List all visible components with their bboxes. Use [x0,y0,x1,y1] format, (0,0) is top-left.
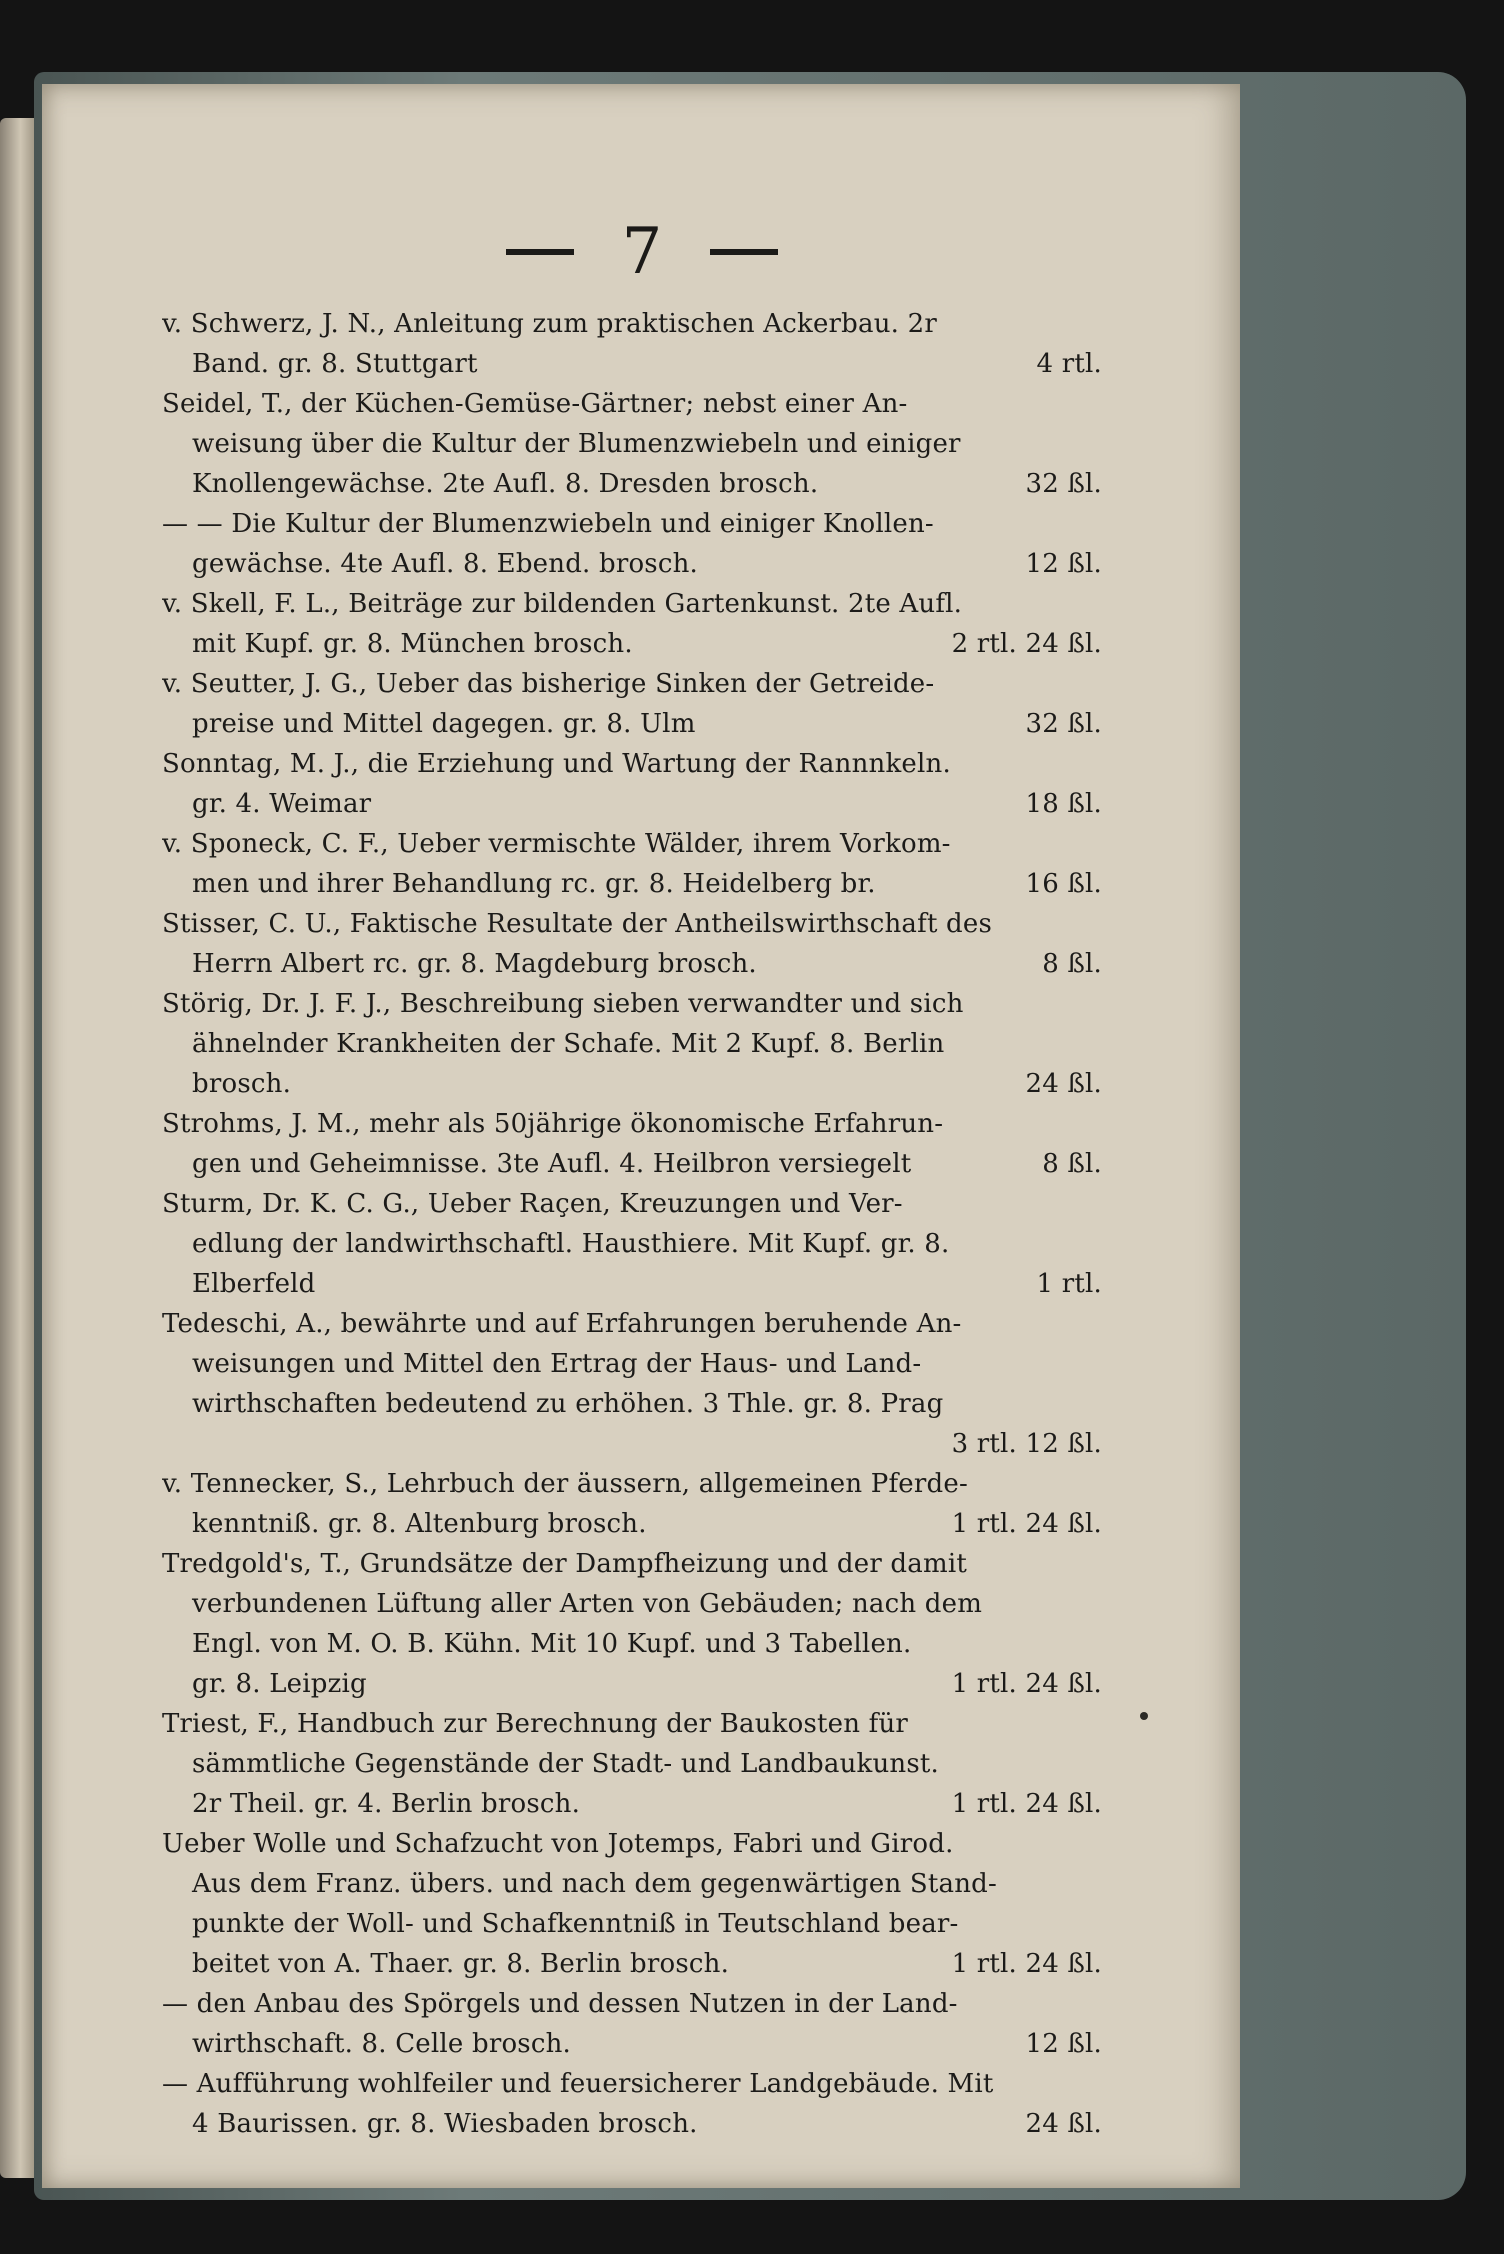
catalog-entries [162,304,1102,2144]
catalog-line-price [1082,1584,1102,1624]
catalog-line-price: 32 ßl. [1025,709,1102,739]
catalog-line-text: v. Seutter, J. G., Ueber das bisherige Sinken der Getreide- [162,669,935,699]
catalog-line [162,544,1102,584]
catalog-line-price: 8 ßl. [1042,949,1102,979]
catalog-line-price [1082,1864,1102,1904]
catalog-line [162,584,1102,624]
catalog-line-text: gr. 8. Leipzig [192,1669,367,1699]
catalog-line-text: v. Skell, F. L., Beiträge zur bildenden Gartenkunst. 2te Aufl. [162,589,963,619]
catalog-line-text: gr. 4. Weimar [192,789,372,819]
catalog-line [162,1424,1102,1464]
catalog-line [162,1864,1102,1904]
catalog-line [162,984,1102,1024]
catalog-line-text: Ueber Wolle und Schafzucht von Jotemps, Fabri und Girod. [162,1829,954,1859]
catalog-line-text: Stisser, C. U., Faktische Resultate der Antheilswirthschaft des [162,909,993,939]
catalog-line [162,2024,1102,2064]
catalog-line-text: Band. gr. 8. Stuttgart [192,349,478,379]
catalog-line-price [1082,384,1102,424]
catalog-line [162,464,1102,504]
catalog-line-price: 1 rtl. [1036,1269,1102,1299]
catalog-line [162,904,1102,944]
catalog-line-price: 3 rtl. 12 ßl. [951,1429,1102,1459]
catalog-line [162,1824,1102,1864]
catalog-line-price [1082,1904,1102,1944]
book-page [42,84,1240,2188]
adjacent-page-edge [0,118,34,2178]
catalog-line-text: punkte der Woll- und Schafkenntniß in Teutschland bear- [192,1909,959,1939]
catalog-line-text: gewächse. 4te Aufl. 8. Ebend. brosch. [192,549,699,579]
catalog-line-text: Seidel, T., der Küchen-Gemüse-Gärtner; nebst einer An- [162,389,908,419]
catalog-line-price: 4 rtl. [1036,349,1102,379]
catalog-line-price [1082,1984,1102,2024]
catalog-line [162,704,1102,744]
catalog-line [162,304,1102,344]
catalog-line [162,1544,1102,1584]
catalog-line-text: v. Sponeck, C. F., Ueber vermischte Wälder, ihrem Vorkom- [162,829,951,859]
catalog-line [162,1264,1102,1304]
catalog-line [162,1464,1102,1504]
catalog-line [162,1704,1102,1744]
catalog-line-price [1082,2064,1102,2104]
catalog-line-text: verbundenen Lüftung aller Arten von Gebäuden; nach dem [192,1589,983,1619]
catalog-line [162,504,1102,544]
catalog-line-price: 1 rtl. 24 ßl. [951,1669,1102,1699]
catalog-line [162,1384,1102,1424]
catalog-line [162,2064,1102,2104]
catalog-line-text: Knollengewächse. 2te Aufl. 8. Dresden brosch. [192,469,819,499]
header-dash-left [506,249,574,255]
catalog-line-price: 18 ßl. [1025,789,1102,819]
catalog-line-price [1082,584,1102,624]
catalog-line-price [1082,1024,1102,1064]
catalog-line-text: v. Schwerz, J. N., Anleitung zum praktischen Ackerbau. 2r [162,309,937,339]
catalog-line-price [1082,984,1102,1024]
catalog-line [162,824,1102,864]
catalog-line-text: Strohms, J. M., mehr als 50jährige ökonomische Erfahrun- [162,1109,944,1139]
catalog-line-text: ähnelnder Krankheiten der Schafe. Mit 2 Kupf. 8. Berlin [192,1029,945,1059]
catalog-line [162,344,1102,384]
catalog-line [162,1224,1102,1264]
catalog-line-price: 24 ßl. [1025,1069,1102,1099]
catalog-line-text: Sonntag, M. J., die Erziehung und Wartung der Rannnkeln. [162,749,951,779]
catalog-line-price [1082,1624,1102,1664]
catalog-line-text: Tredgold's, T., Grundsätze der Dampfheizung und der damit [162,1549,967,1579]
catalog-line-price: 24 ßl. [1025,2109,1102,2139]
catalog-line [162,944,1102,984]
catalog-line-price [1082,1304,1102,1344]
catalog-line [162,624,1102,664]
paper-speck [1140,1712,1148,1720]
catalog-line-text: — — Die Kultur der Blumenzwiebeln und einiger Knollen- [162,509,934,539]
catalog-line-price [1082,1344,1102,1384]
page-header [462,202,822,302]
catalog-line-price [1082,1224,1102,1264]
catalog-line-price [1082,1544,1102,1584]
catalog-line-text: 4 Baurissen. gr. 8. Wiesbaden brosch. [192,2109,698,2139]
catalog-line-price [1082,824,1102,864]
catalog-line-price [1082,304,1102,344]
catalog-line-price [1082,744,1102,784]
catalog-line [162,744,1102,784]
catalog-line-text: Herrn Albert rc. gr. 8. Magdeburg brosch. [192,949,757,979]
catalog-line [162,784,1102,824]
catalog-line-price: 16 ßl. [1025,869,1102,899]
catalog-line-price [1082,904,1102,944]
catalog-line-price [1082,664,1102,704]
catalog-line [162,1504,1102,1544]
catalog-line-text: gen und Geheimnisse. 3te Aufl. 4. Heilbron versiegelt [192,1149,912,1179]
catalog-line-price [1082,1464,1102,1504]
catalog-line-text: Aus dem Franz. übers. und nach dem gegenwärtigen Stand- [192,1869,997,1899]
catalog-line [162,1344,1102,1384]
catalog-line [162,424,1102,464]
catalog-line [162,1984,1102,2024]
catalog-line [162,1664,1102,1704]
catalog-line-text: kenntniß. gr. 8. Altenburg brosch. [192,1509,647,1539]
catalog-line [162,1304,1102,1344]
catalog-line [162,1784,1102,1824]
catalog-line [162,1624,1102,1664]
catalog-line [162,1904,1102,1944]
catalog-line [162,1064,1102,1104]
catalog-line [162,384,1102,424]
catalog-line [162,2104,1102,2144]
catalog-line [162,1944,1102,1984]
catalog-line-text: wirthschaften bedeutend zu erhöhen. 3 Thle. gr. 8. Prag [192,1389,944,1419]
catalog-line [162,1184,1102,1224]
catalog-line-text: wirthschaft. 8. Celle brosch. [192,2029,572,2059]
catalog-line-text: edlung der landwirthschaftl. Hausthiere. Mit Kupf. gr. 8. [192,1229,950,1259]
catalog-line-text: Elberfeld [192,1269,316,1299]
catalog-line-price [1082,1384,1102,1424]
catalog-line-text: — Aufführung wohlfeiler und feuersicherer Landgebäude. Mit [162,2069,994,2099]
catalog-line-price: 8 ßl. [1042,1149,1102,1179]
catalog-line [162,664,1102,704]
catalog-line-text: preise und Mittel dagegen. gr. 8. Ulm [192,709,696,739]
catalog-line-price [1082,1704,1102,1744]
catalog-line-text: 2r Theil. gr. 4. Berlin brosch. [192,1789,581,1819]
catalog-line [162,1104,1102,1144]
catalog-line-text: beitet von A. Thaer. gr. 8. Berlin brosch. [192,1949,730,1979]
catalog-line-text: brosch. [192,1069,292,1099]
catalog-line-price: 12 ßl. [1025,2029,1102,2059]
catalog-line [162,1024,1102,1064]
catalog-line-text: sämmtliche Gegenstände der Stadt- und Landbaukunst. [192,1749,940,1779]
catalog-line-text: v. Tennecker, S., Lehrbuch der äussern, allgemeinen Pferde- [162,1469,968,1499]
catalog-line-text: men und ihrer Behandlung rc. gr. 8. Heidelberg br. [192,869,876,899]
page-number: 7 [621,215,663,289]
catalog-line [162,1584,1102,1624]
catalog-line-price: 12 ßl. [1025,549,1102,579]
catalog-line-text: weisungen und Mittel den Ertrag der Haus- und Land- [192,1349,922,1379]
catalog-line [162,864,1102,904]
catalog-line-price: 32 ßl. [1025,469,1102,499]
catalog-line [162,1744,1102,1784]
catalog-line-price: 1 rtl. 24 ßl. [951,1509,1102,1539]
catalog-line-price: 1 rtl. 24 ßl. [951,1789,1102,1819]
catalog-line-text: weisung über die Kultur der Blumenzwiebeln und einiger [192,429,961,459]
catalog-line-price: 1 rtl. 24 ßl. [951,1949,1102,1979]
catalog-line-text: mit Kupf. gr. 8. München brosch. [192,629,633,659]
catalog-line-price [1082,424,1102,464]
catalog-line-text: Tedeschi, A., bewährte und auf Erfahrungen beruhende An- [162,1309,962,1339]
catalog-line-price [1082,504,1102,544]
catalog-line-text: Sturm, Dr. K. C. G., Ueber Raçen, Kreuzungen und Ver- [162,1189,903,1219]
catalog-line-price: 2 rtl. 24 ßl. [951,629,1102,659]
catalog-line-text: Störig, Dr. J. F. J., Beschreibung sieben verwandter und sich [162,989,964,1019]
header-dash-right [710,249,778,255]
catalog-line-text: — den Anbau des Spörgels und dessen Nutzen in der Land- [162,1989,958,2019]
catalog-line-text: Triest, F., Handbuch zur Berechnung der Baukosten für [162,1709,909,1739]
catalog-line-price [1082,1104,1102,1144]
catalog-line-text: Engl. von M. O. B. Kühn. Mit 10 Kupf. und 3 Tabellen. [192,1629,912,1659]
catalog-line-price [1082,1824,1102,1864]
catalog-line [162,1144,1102,1184]
catalog-line-price [1082,1744,1102,1784]
catalog-line-price [1082,1184,1102,1224]
